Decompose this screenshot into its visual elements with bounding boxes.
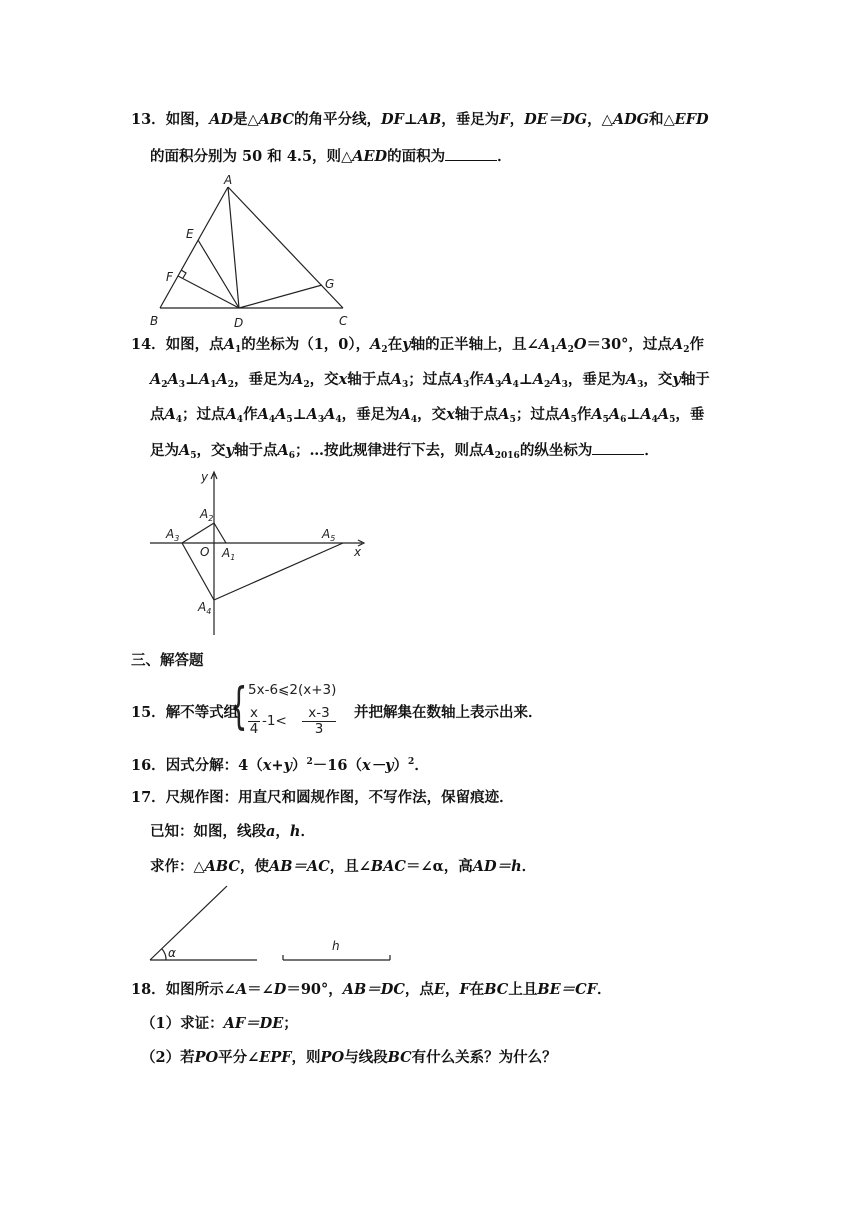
q18-e: E [433,981,445,998]
q17-text: ． [300,823,315,840]
q17-text: 已知：如图，线段 [150,823,266,840]
q17-text: ，且∠ [329,858,371,875]
q14-number: 14． [131,336,166,353]
q14-a: A [390,371,402,388]
q18-line1 [131,980,612,1000]
q14-sub: 4 [175,415,183,425]
q14-label-a1: $A_1$ [222,546,236,562]
q14-sub: 4 [236,415,244,425]
q14-sub: 2 [683,345,690,355]
q14-sub: 4 [410,415,418,425]
q14-sub: 2 [381,345,388,355]
q16-number: 16． [131,756,166,774]
q14-label-a2: $A_2$ [200,507,214,523]
q14-sub: 2 [161,380,168,390]
q14-sub: 4 [335,415,342,425]
q14-sub: 5 [509,415,516,425]
q14-text: ，垂足为 [567,371,626,388]
q16-sup: 2 [306,757,313,767]
q13-text: 的角平分线， [293,111,381,128]
q14-sub: 5 [286,415,293,425]
q14-perp: ⊥ [185,371,199,388]
q18-bc: BC [484,981,509,998]
q14-a: A [216,371,228,388]
q14-text: 的纵坐标为 [519,442,593,459]
q14-a: A [257,406,269,423]
q18-text: ，则 [291,1049,321,1066]
q14-text: ，交 [417,406,447,423]
q18-text: 如图所示∠ [165,981,236,998]
q17-text: ， [275,823,290,840]
q14-sub: 3 [561,380,568,390]
q14-sub: 3 [402,380,409,390]
q14-sub: 3 [178,380,186,390]
q14-a: A [277,442,289,459]
q14-sub: 5 [669,415,676,425]
q14-sub: 2 [303,380,310,390]
q14-sub: 1 [234,345,242,355]
q16-text: ． [414,756,429,774]
q14-text: 如图，点 [165,336,224,353]
q14-text: 轴的正半轴上，且∠ [410,336,539,353]
q14-text: 作 [243,406,258,423]
q13-text: 是 [233,111,248,128]
q14-a: A [324,406,336,423]
q14-a: A [275,406,287,423]
q14-text: 足为 [150,442,179,459]
q14-a: A [306,406,318,423]
q14-a: A [483,371,496,388]
q18-epf: EPF [259,1049,292,1066]
q13-tri-adg: △ADG [601,111,650,128]
q18-bc: BC [387,1049,412,1066]
q13-text: ， [587,111,602,128]
q14-y: y [225,442,234,459]
q17-ad-h: AD＝h [472,858,522,875]
q13-ad: AD [209,111,234,128]
q14-a: A [591,406,603,423]
q14-a: A [657,406,670,423]
q18-text: ； [283,1015,298,1032]
q17-text: ，使 [239,858,269,875]
q18-text: （1）求证： [141,1015,224,1032]
q15-text: 解不等式组 [165,704,239,721]
q13-period: ． [497,148,512,165]
q18-d: D [273,981,287,998]
q18-text: 上且 [508,981,538,998]
q14-label-a5: $A_5$ [322,527,336,543]
q14-perp: ⊥ [518,371,533,388]
q14-y: y [672,371,681,388]
q17-tri: △ABC [193,858,240,875]
q17-text: 求作： [150,858,194,875]
q14-text: 点 [150,406,165,423]
q14-label-x: x [354,545,362,559]
q14-sub: 2 [567,345,574,355]
q14-text: ；过点 [515,406,560,423]
q15-frac2-den: 3 [314,721,324,737]
q14-a: A [399,406,411,423]
q18-text: ． [597,981,612,998]
q14-sub: 3 [317,415,325,425]
q15-brace: { [230,677,248,735]
q18-part1 [141,1014,298,1034]
q14-a: A [225,406,237,423]
q13-label-c: C [339,314,348,328]
q14-x: x [446,406,455,423]
q16-text: －16（ [312,756,362,774]
q16-text: ） [292,756,307,774]
q14-text: 作 [689,336,704,353]
q15-post: 并把解集在数轴上表示出来． [354,704,543,721]
q13-text: 的面积为 [387,148,446,165]
q13-tri-aed: △AED [341,148,388,165]
q18-text: （2）若 [141,1049,195,1066]
q14-text: ；…按此规律进行下去，则点 [295,442,484,459]
q14-sub: 2 [544,380,551,390]
q14-text: 的坐标为（1，0）， [241,336,371,353]
q17-number: 17． [131,789,166,806]
q14-a: A [501,371,513,388]
q13-f: F [499,111,510,128]
q14-a: A [625,371,638,388]
q14-sub: 1 [550,345,557,355]
q17-label-h: h [332,939,340,953]
q13-de-dg: DE＝DG [524,111,588,128]
q14-text: ，垂足为 [234,371,293,388]
q15-frac1-den: 4 [249,721,259,737]
q17-text: ＝∠α，高 [405,858,473,875]
q13-number: 13． [131,111,166,128]
q14-text: ；过点 [408,371,452,388]
q18-text: ＝90°， [286,981,343,998]
q14-a: A [198,371,211,388]
q14-a: A [292,371,304,388]
q14-o: O [573,336,587,353]
q15-ineq1: 5x-6⩽2(x+3) [248,682,337,698]
q14-a: A [640,406,652,423]
section-title: 三、解答题 [131,652,204,669]
q15-frac2-num: x-3 [302,706,336,722]
q14-period: ． [644,442,659,459]
q14-label-o: O [200,545,210,559]
q14-a: A [167,371,179,388]
q17-text: ． [521,858,537,875]
q14-sub: 5 [190,451,197,461]
q16-text: ） [393,756,409,774]
q18-text: ，点 [404,981,434,998]
q18-text: 与线段 [344,1049,388,1066]
q16-xy1: x+y [262,756,293,774]
q14-perp: ⊥ [626,406,641,423]
q13-text: 的面积分别为 50 和 4.5，则 [150,148,342,165]
q14-text: 轴于点 [454,406,499,423]
q14-text: ＝30°，过点 [586,336,672,353]
q14-text: ，垂足为 [341,406,400,423]
q17-label-alpha: α [168,946,176,960]
q14-a: A [451,371,464,388]
q14-text: ，交 [196,442,226,459]
q13-label-a: A [224,173,233,187]
q14-a: A [556,336,568,353]
q18-ab-dc: AB＝DC [342,981,405,998]
q13-text: 和 [649,111,664,128]
q13-text: ，垂足为 [441,111,500,128]
q14-sub: 4 [512,380,519,390]
q18-text: 平分∠ [218,1049,260,1066]
q15-mid: -1< [262,713,287,729]
q14-a: A [483,442,495,459]
q14-a: A [150,371,162,388]
q14-text: 作 [469,371,484,388]
q14-text: 作 [576,406,592,423]
q14-a: A [370,336,382,353]
q17-text: 尺规作图：用直尺和圆规作图，不写作法，保留痕迹． [165,789,514,806]
q14-sub: 5 [570,415,577,425]
q14-label-a4: $A_4$ [198,600,212,616]
q14-sub: 5 [602,415,609,425]
q14-text: 在 [387,336,403,353]
q14-sub: 4 [651,415,658,425]
q14-a: A [179,442,191,459]
q13-text: 如图， [165,111,210,128]
q13-label-f: F [166,270,173,284]
q14-text: ，交 [643,371,673,388]
q18-part2 [141,1048,557,1068]
q14-text: 轴于 [680,371,710,388]
q14-sub: 3 [495,380,502,390]
q14-label-y: y [201,470,209,484]
q14-a: A [671,336,684,353]
q18-number: 18． [131,981,166,998]
q15-number: 15． [131,704,166,721]
q18-po: PO [194,1049,219,1066]
q17-bac: BAC [370,858,406,875]
q13-label-e: E [186,227,194,241]
q18-a: A [235,981,248,998]
q14-sub: 1 [210,380,217,390]
q13-label-d: D [234,316,244,330]
q14-sub: 2016 [494,451,520,461]
q14-text: ；过点 [182,406,226,423]
q14-x: x [338,371,348,388]
q18-af-de: AF＝DE [223,1015,284,1032]
q14-a: A [538,336,551,353]
q14-a: A [559,406,571,423]
q14-sub: 2 [227,380,235,390]
q13-text: ， [509,111,525,128]
q14-text: 轴于点 [233,442,278,459]
q14-a: A [223,336,235,353]
q18-be-cf: BE＝CF [537,981,597,998]
q14-label-a3: $A_3$ [166,527,180,543]
q18-text: ＝∠ [247,981,274,998]
q14-sub: 3 [463,380,470,390]
q18-f: F [459,981,470,998]
q18-text: 在 [469,981,485,998]
q14-sub: 3 [637,380,644,390]
q18-text: ， [444,981,460,998]
q14-text: 轴于点 [347,371,391,388]
q14-a: A [550,371,562,388]
q18-text: 有什么关系？为什么？ [411,1049,557,1066]
q14-a: A [164,406,176,423]
q14-sub: 4 [268,415,276,425]
q13-tri-abc: △ABC [247,111,294,128]
q13-label-g: G [325,277,335,291]
q14-a: A [532,371,545,388]
q17-h: h [289,823,301,840]
q17-a: a [266,823,276,840]
q14-sub: 6 [620,415,627,425]
q14-text: ，交 [309,371,339,388]
q13-df-ab: DF⊥AB [380,111,442,128]
q14-sub: 6 [288,451,295,461]
q14-y: y [402,336,411,353]
q16-sup: 2 [408,757,415,767]
q14-a: A [498,406,510,423]
q13-label-b: B [150,314,159,328]
q15-frac1-num: x [250,705,258,721]
q16-text: 因式分解：4（ [165,756,263,774]
q14-perp: ⊥ [292,406,307,423]
q14-a: A [608,406,621,423]
q18-po: PO [320,1049,345,1066]
q17-ab-ac: AB＝AC [268,858,330,875]
q13-tri-efd: △EFD [663,111,709,128]
q14-text: ，垂 [675,406,705,423]
q16-xy2: x－y [361,756,394,774]
